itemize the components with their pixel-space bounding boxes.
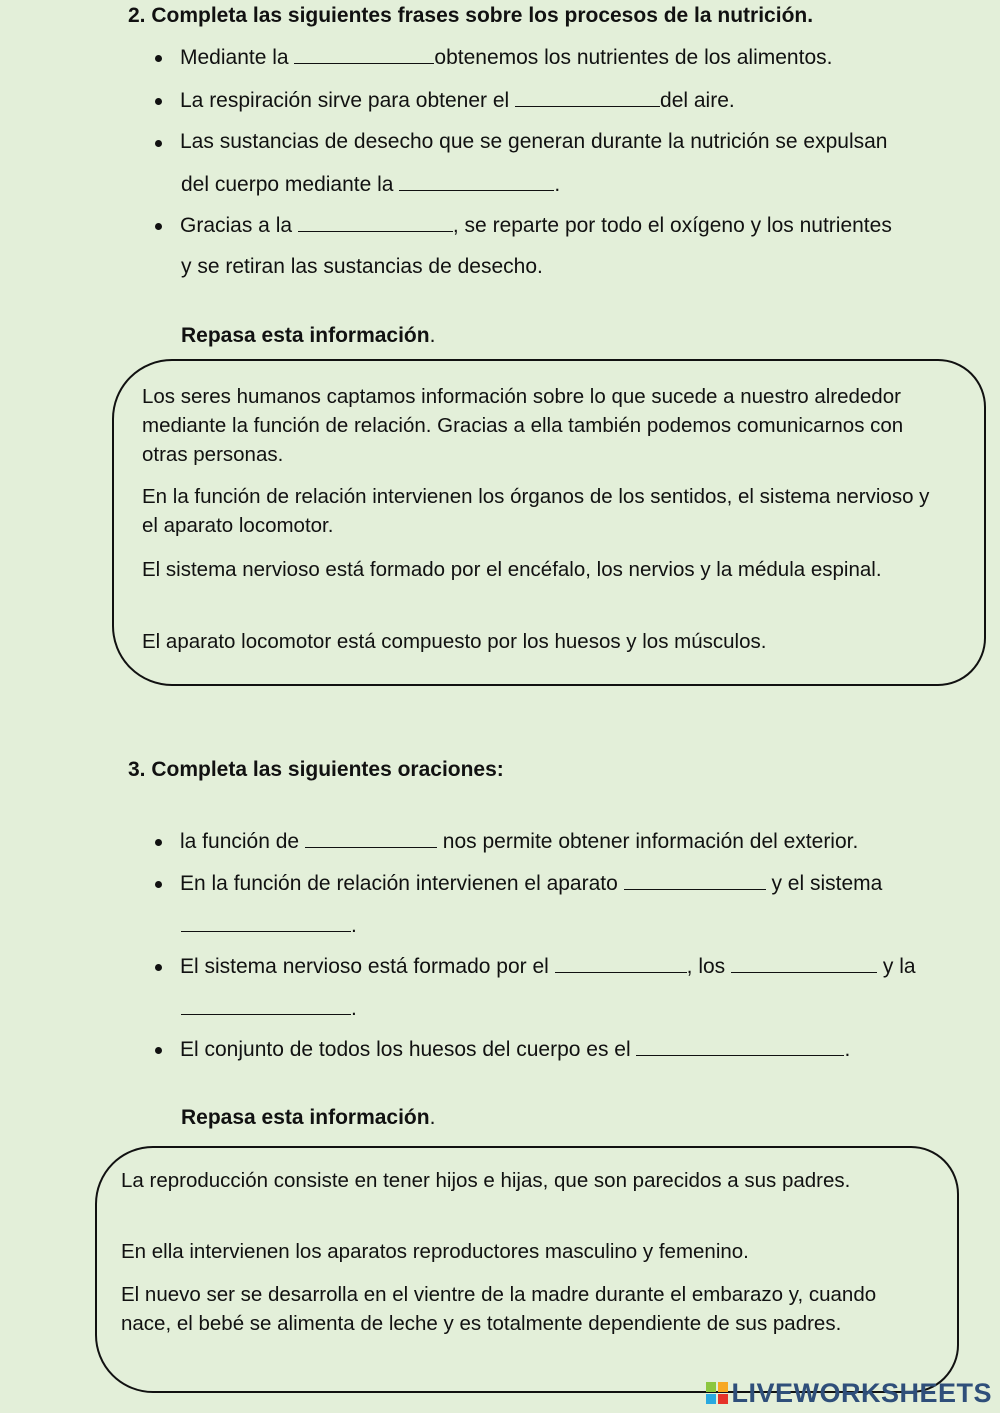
review-label-dot: . <box>429 324 436 347</box>
liveworksheets-logo <box>706 1378 992 1409</box>
info-paragraph: En ella intervienen los aparatos reproductores masculino y femenino. <box>121 1240 749 1263</box>
info-paragraph: El nuevo ser se desarrolla en el vientre de la madre durante el embarazo y, cuando nace, el bebé se alimenta de leche y es totalmente dependiente de sus padres. <box>121 1283 877 1335</box>
list-item-continuation <box>181 172 560 197</box>
review-label-dot: . <box>429 1106 436 1129</box>
list-item-continuation <box>181 913 357 938</box>
list-item <box>180 213 892 238</box>
item-text: y la <box>877 955 916 978</box>
list-item <box>180 871 882 896</box>
item-text: El conjunto de todos los huesos del cuerpo es el <box>180 1038 637 1061</box>
item-text: . <box>351 914 357 937</box>
review-label <box>181 324 435 348</box>
list-item <box>180 829 858 854</box>
info-paragraph: El sistema nervioso está formado por el encéfalo, los nervios y la médula espinal. <box>142 558 882 581</box>
item-text: y el sistema <box>765 872 883 895</box>
item-text: Las sustancias de desecho que se generan durante la nutrición se expulsan <box>180 130 888 153</box>
section-3-heading: 3. Completa las siguientes oraciones: <box>128 758 504 781</box>
info-paragraph: En la función de relación intervienen los órganos de los sentidos, el sistema nervioso y el aparato locomotor. <box>142 485 930 537</box>
blank-field[interactable] <box>731 954 877 973</box>
item-text: El sistema nervioso está formado por el <box>180 955 555 978</box>
item-text: , los <box>686 955 732 978</box>
logo-text: LIVEWORKSHEETS <box>731 1378 992 1408</box>
list-item <box>180 88 735 113</box>
item-text: En la función de relación intervienen el aparato <box>180 872 624 895</box>
list-item <box>180 130 887 154</box>
item-text: . <box>351 997 357 1020</box>
item-text: La respiración sirve para obtener el <box>180 89 516 112</box>
blank-field[interactable] <box>624 871 766 890</box>
blank-field[interactable] <box>305 829 437 848</box>
blank-field[interactable] <box>294 45 434 64</box>
blank-field[interactable] <box>515 88 660 107</box>
item-text: Gracias a la <box>180 214 298 237</box>
info-paragraph: El aparato locomotor está compuesto por los huesos y los músculos. <box>142 630 767 653</box>
review-label-text: Repasa esta información <box>181 1106 430 1129</box>
item-text: obtenemos los nutrientes de los alimentos. <box>434 46 833 69</box>
item-text: . <box>554 173 561 196</box>
blank-field[interactable] <box>555 954 687 973</box>
blank-field[interactable] <box>181 913 351 932</box>
item-text: la función de <box>180 830 305 853</box>
liveworksheets-logo-icon <box>706 1382 728 1404</box>
blank-field[interactable] <box>181 996 351 1015</box>
info-paragraph: La reproducción consiste en tener hijos e hijas, que son parecidos a sus padres. <box>121 1169 851 1192</box>
list-item <box>180 954 916 979</box>
item-text: del aire. <box>660 89 735 112</box>
info-paragraph: Los seres humanos captamos información sobre lo que sucede a nuestro alrededor mediante la función de relación. Gracias a ella también podemos comunicarnos con otras personas. <box>142 385 904 466</box>
item-text: , se reparte por todo el oxígeno y los nutrientes <box>452 214 892 237</box>
item-text: nos permite obtener información del exterior. <box>436 830 859 853</box>
review-label <box>181 1106 435 1130</box>
item-text: Mediante la <box>180 46 295 69</box>
list-item-continuation: y se retiran las sustancias de desecho. <box>181 255 543 278</box>
item-text: . <box>844 1038 851 1061</box>
list-item-continuation <box>181 996 357 1021</box>
review-label-text: Repasa esta información <box>181 324 430 347</box>
blank-field[interactable] <box>399 172 554 191</box>
blank-field[interactable] <box>298 213 453 232</box>
item-text: del cuerpo mediante la <box>181 173 400 196</box>
list-item <box>180 45 832 70</box>
section-2-heading: 2. Completa las siguientes frases sobre los procesos de la nutrición. <box>128 4 814 27</box>
list-item <box>180 1037 850 1062</box>
blank-field[interactable] <box>636 1037 844 1056</box>
